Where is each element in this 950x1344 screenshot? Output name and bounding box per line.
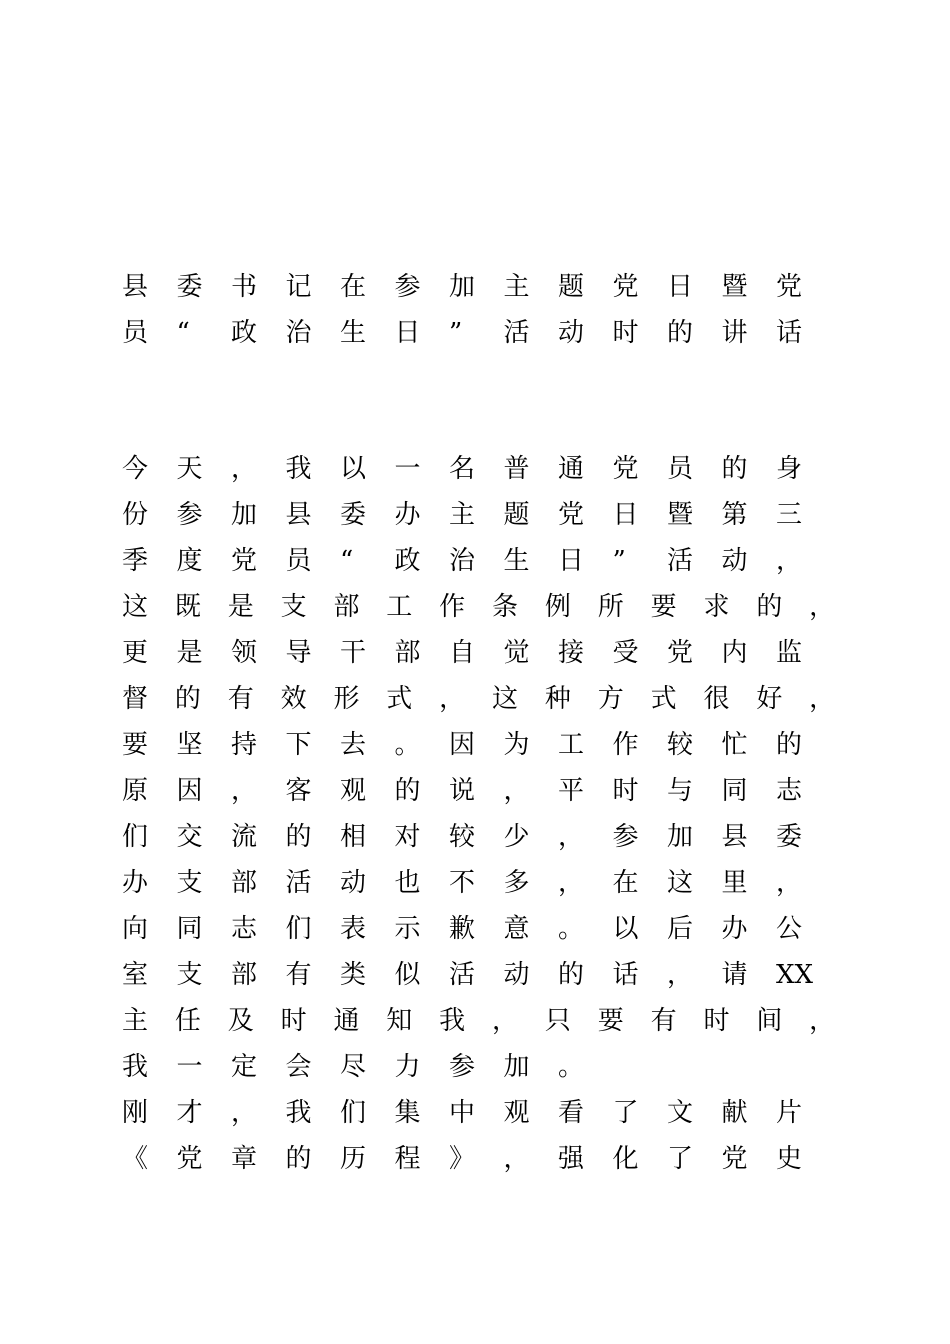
body-line: 今 天 ， 我 以 一 名 普 通 党 员 的 身 xyxy=(122,454,803,484)
body-line: 更 是 领 导 干 部 自 觉 接 受 党 内 监 xyxy=(122,638,803,668)
body-line: 这 既 是 支 部 工 作 条 例 所 要 求 的 ， xyxy=(122,592,836,622)
body-line: 要 坚 持 下 去 。 因 为 工 作 较 忙 的 xyxy=(122,730,803,760)
body-line: 刚 才 ， 我 们 集 中 观 看 了 文 献 片 xyxy=(122,1098,803,1128)
title-line: 员 “ 政 治 生 日 ” 活 动 时 的 讲 话 xyxy=(122,318,803,348)
body-line: 份 参 加 县 委 办 主 题 党 日 暨 第 三 xyxy=(122,500,803,530)
body-line: 办 支 部 活 动 也 不 多 ， 在 这 里 ， xyxy=(122,868,803,898)
body-line: 督 的 有 效 形 式 ， 这 种 方 式 很 好 ， xyxy=(122,684,836,714)
body-line: 主 任 及 时 通 知 我 ， 只 要 有 时 间 ， xyxy=(122,1006,836,1036)
document-body xyxy=(122,446,862,1182)
body-line: 原 因 ， 客 观 的 说 ， 平 时 与 同 志 xyxy=(122,776,803,806)
body-line: 室 支 部 有 类 似 活 动 的 话 ， 请 XX xyxy=(122,960,814,990)
body-line: 季 度 党 员 “ 政 治 生 日 ” 活 动 ， xyxy=(122,546,803,576)
document-title xyxy=(122,264,842,356)
body-line: 我 一 定 会 尽 力 参 加 。 xyxy=(122,1052,585,1082)
title-line: 县 委 书 记 在 参 加 主 题 党 日 暨 党 xyxy=(122,272,803,302)
body-line: 《 党 章 的 历 程 》 ， 强 化 了 党 史 xyxy=(122,1144,803,1174)
body-line: 们 交 流 的 相 对 较 少 ， 参 加 县 委 xyxy=(122,822,803,852)
body-line: 向 同 志 们 表 示 歉 意 。 以 后 办 公 xyxy=(122,914,803,944)
